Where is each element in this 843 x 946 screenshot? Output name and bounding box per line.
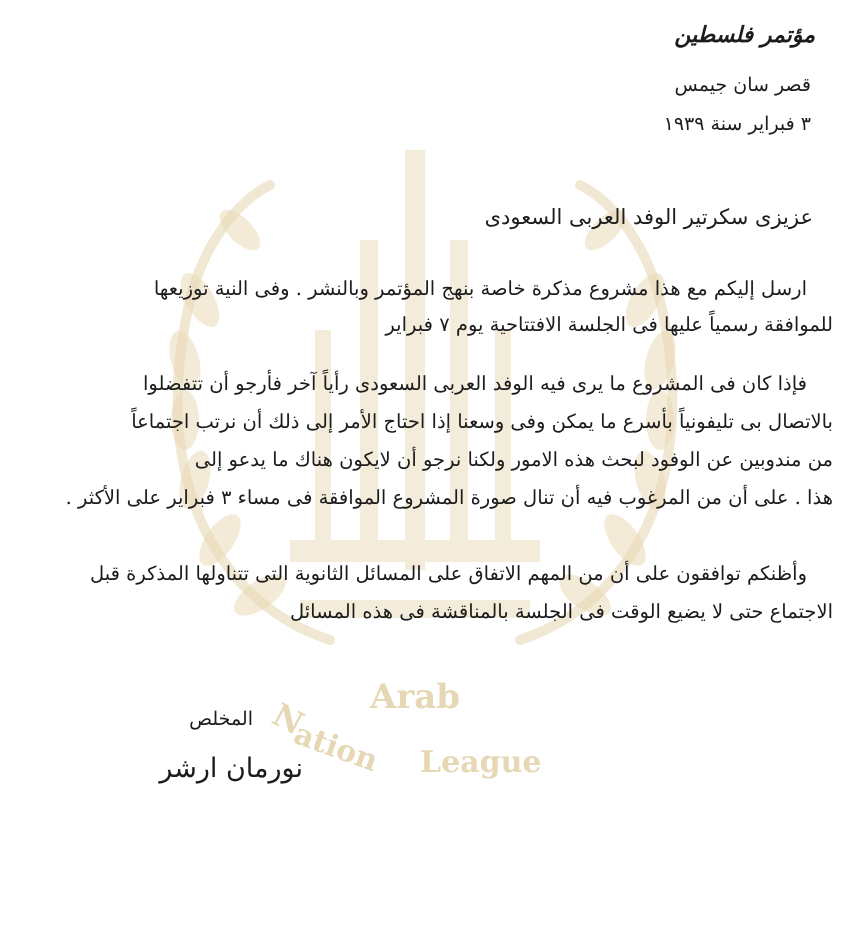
letter-date: ٣ فبراير سنة ١٩٣٩ xyxy=(663,113,811,135)
salutation: عزيزى سكرتير الوفد العربى السعودى xyxy=(484,205,813,229)
paragraph-1-line-2: للموافقة رسمياً عليها فى الجلسة الافتتاحية يوم ٧ فبراير xyxy=(385,313,833,336)
letterhead-organization: مؤتمر فلسطين xyxy=(674,22,815,48)
signatory-name: نورمان ارشر xyxy=(159,753,303,784)
paragraph-2-line-1: فإذا كان فى المشروع ما يرى فيه الوفد العربى السعودى رأياً آخر فأرجو أن تتفضلوا xyxy=(143,372,807,395)
letterhead-location: قصر سان جيمس xyxy=(674,74,811,96)
svg-text:N: N xyxy=(266,695,310,743)
svg-text:Arab: Arab xyxy=(369,677,461,717)
paragraph-3-line-2: الاجتماع حتى لا يضيع الوقت فى الجلسة بالمناقشة فى هذه المسائل xyxy=(289,600,833,623)
svg-text:ation: ation xyxy=(289,716,383,780)
paragraph-3-line-1: وأظنكم توافقون على أن من المهم الاتفاق على المسائل الثانوية التى تتناولها المذكرة قبل xyxy=(89,562,807,585)
paragraph-2-line-3: من مندوبين عن الوفود لبحث هذه الامور ولكنا نرجو أن لايكون هناك ما يدعو إلى xyxy=(194,448,833,471)
paragraph-2-line-4: هذا . على أن من المرغوب فيه أن تنال صورة المشروع الموافقة فى مساء ٣ فبراير على الأكثر . xyxy=(65,486,833,509)
paragraph-1-line-1: ارسل إليكم مع هذا مشروع مذكرة خاصة بنهج المؤتمر وبالنشر . وفى النية توزيعها xyxy=(153,277,807,300)
svg-text:League: League xyxy=(420,745,542,780)
paragraph-2-line-2: بالاتصال بى تليفونياً بأسرع ما يمكن وفى وسعنا إذا احتاج الأمر إلى ذلك أن نرتب اجتماعاً xyxy=(131,410,833,433)
closing-label: المخلص xyxy=(189,708,253,730)
